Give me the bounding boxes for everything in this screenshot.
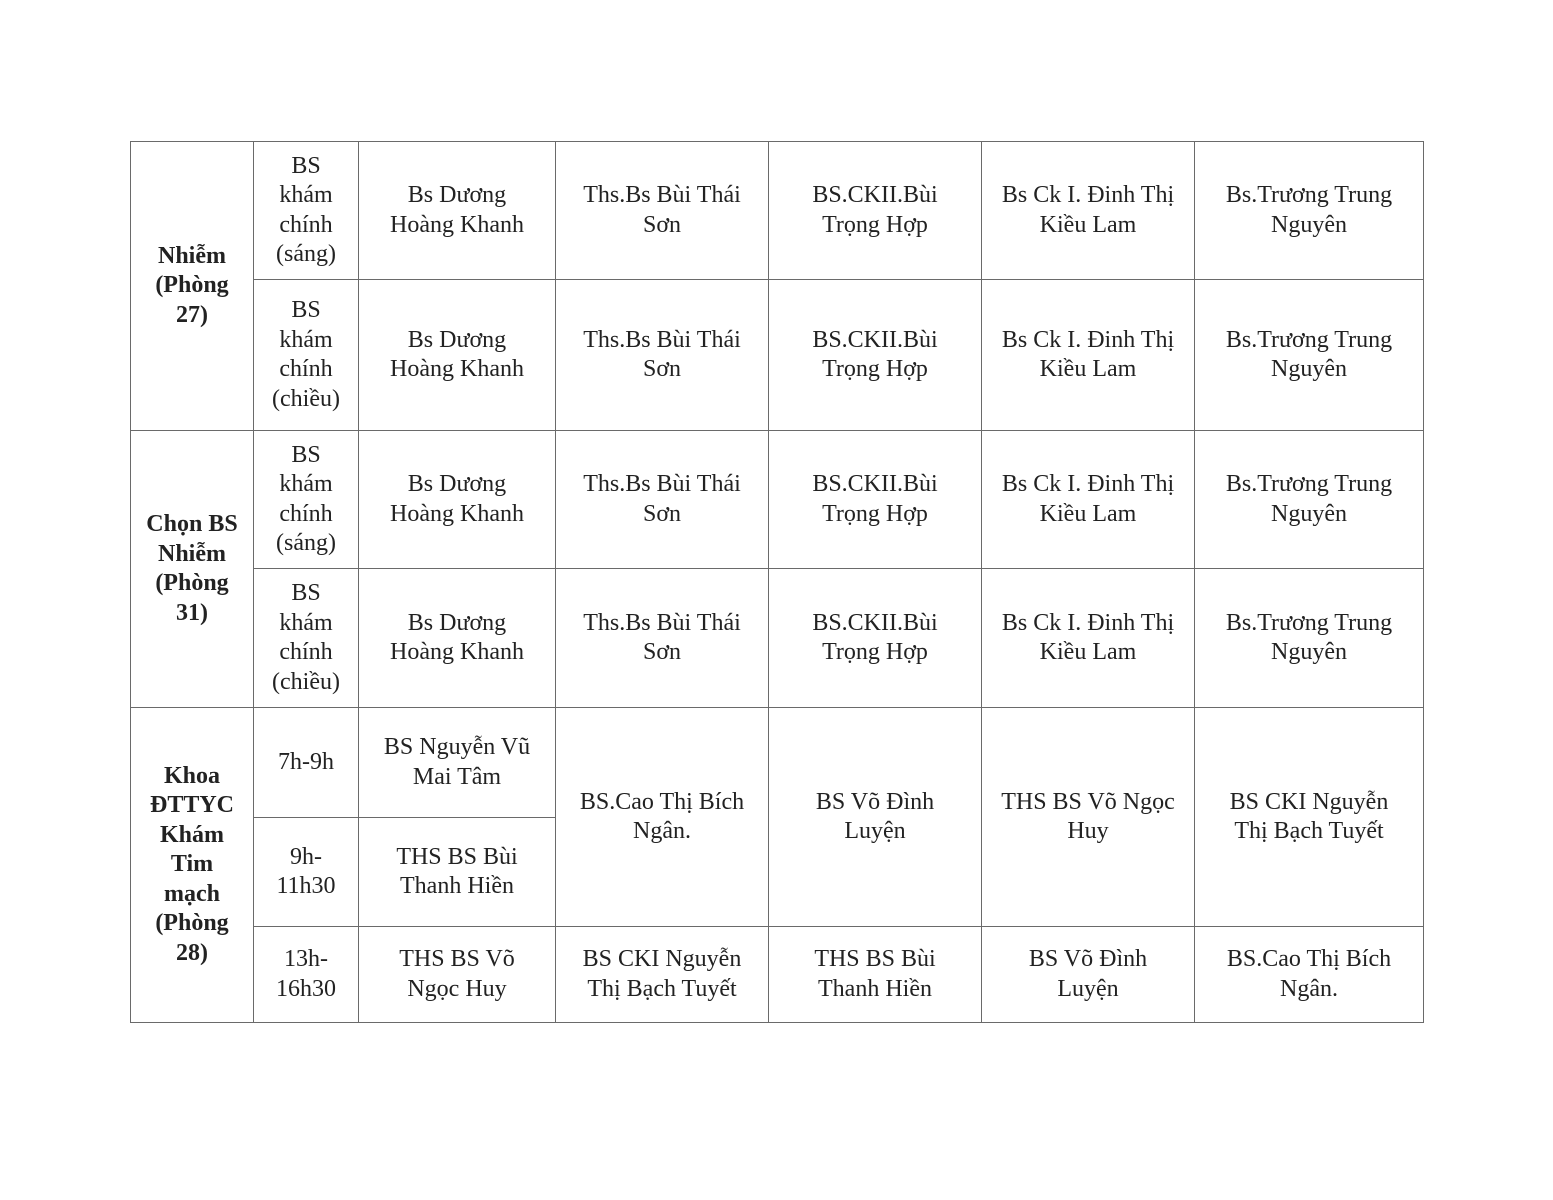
doctor-cell: BS.Cao Thị Bích Ngân.	[556, 708, 769, 927]
department-cell: Khoa ĐTTYC Khám Tim mạch (Phòng 28)	[131, 708, 254, 1023]
table-row	[131, 569, 1424, 708]
doctor-cell: Bs Dương Hoàng Khanh	[359, 142, 556, 280]
department-cell: Nhiễm (Phòng 27)	[131, 142, 254, 431]
doctor-cell: Bs Dương Hoàng Khanh	[359, 280, 556, 431]
doctor-cell: Bs Ck I. Đinh Thị Kiều Lam	[982, 280, 1195, 431]
doctor-cell: Bs Ck I. Đinh Thị Kiều Lam	[982, 431, 1195, 569]
doctor-cell: BS CKI Nguyễn Thị Bạch Tuyết	[556, 927, 769, 1023]
doctor-cell: Bs.Trương Trung Nguyên	[1195, 431, 1424, 569]
doctor-cell: BS Võ Đình Luyện	[769, 708, 982, 927]
doctor-cell: Bs.Trương Trung Nguyên	[1195, 142, 1424, 280]
time-slot-cell: BS khám chính (sáng)	[254, 431, 359, 569]
doctor-cell: THS BS Võ Ngọc Huy	[359, 927, 556, 1023]
doctor-cell: Ths.Bs Bùi Thái Sơn	[556, 569, 769, 708]
time-slot-cell: 9h- 11h30	[254, 818, 359, 927]
table-row	[131, 927, 1424, 1023]
doctor-cell: Bs Dương Hoàng Khanh	[359, 431, 556, 569]
time-slot-cell: BS khám chính (sáng)	[254, 142, 359, 280]
doctor-cell: BS Nguyễn Vũ Mai Tâm	[359, 708, 556, 818]
doctor-cell: Bs.Trương Trung Nguyên	[1195, 280, 1424, 431]
time-slot-cell: BS khám chính (chiều)	[254, 569, 359, 708]
doctor-cell: THS BS Bùi Thanh Hiền	[359, 818, 556, 927]
doctor-cell: Bs.Trương Trung Nguyên	[1195, 569, 1424, 708]
doctor-cell: BS.CKII.Bùi Trọng Hợp	[769, 431, 982, 569]
doctor-cell: BS Võ Đình Luyện	[982, 927, 1195, 1023]
time-slot-cell: BS khám chính (chiều)	[254, 280, 359, 431]
doctor-cell: BS.CKII.Bùi Trọng Hợp	[769, 142, 982, 280]
doctor-cell: Ths.Bs Bùi Thái Sơn	[556, 280, 769, 431]
time-slot-cell: 13h- 16h30	[254, 927, 359, 1023]
doctor-cell: BS.CKII.Bùi Trọng Hợp	[769, 569, 982, 708]
table-row	[131, 142, 1424, 280]
schedule-table	[130, 141, 1424, 1023]
doctor-cell: THS BS Võ Ngọc Huy	[982, 708, 1195, 927]
doctor-cell: Ths.Bs Bùi Thái Sơn	[556, 142, 769, 280]
doctor-cell: Bs Ck I. Đinh Thị Kiều Lam	[982, 569, 1195, 708]
department-cell: Chọn BS Nhiễm (Phòng 31)	[131, 431, 254, 708]
table-row	[131, 280, 1424, 431]
doctor-cell: Bs Ck I. Đinh Thị Kiều Lam	[982, 142, 1195, 280]
doctor-cell: BS.CKII.Bùi Trọng Hợp	[769, 280, 982, 431]
doctor-cell: BS CKI Nguyễn Thị Bạch Tuyết	[1195, 708, 1424, 927]
doctor-cell: Ths.Bs Bùi Thái Sơn	[556, 431, 769, 569]
time-slot-cell: 7h-9h	[254, 708, 359, 818]
doctor-cell: THS BS Bùi Thanh Hiền	[769, 927, 982, 1023]
table-row	[131, 431, 1424, 569]
table-row	[131, 708, 1424, 818]
doctor-cell: BS.Cao Thị Bích Ngân.	[1195, 927, 1424, 1023]
doctor-cell: Bs Dương Hoàng Khanh	[359, 569, 556, 708]
